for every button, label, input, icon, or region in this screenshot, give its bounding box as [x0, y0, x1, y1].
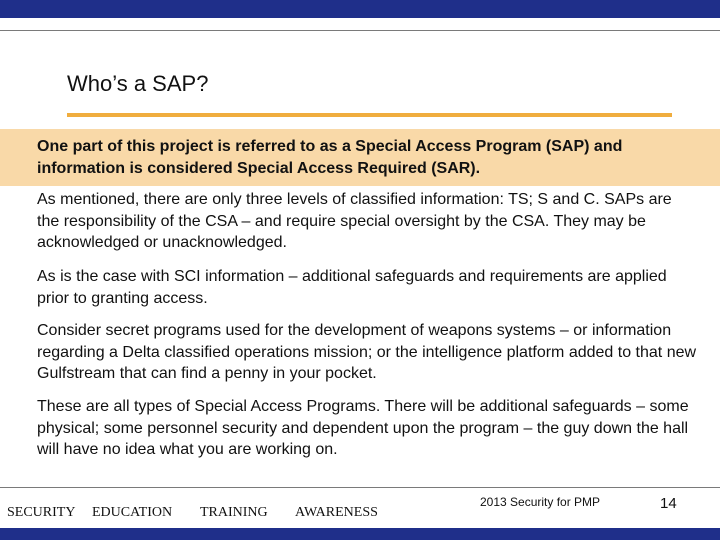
top-banner-bar — [0, 0, 720, 18]
intro-paragraph: One part of this project is referred to as a Special Access Program (SAP) and information is considered Special Access Required (SAR). — [37, 138, 623, 177]
examples-paragraph: Consider secret programs used for the development of weapons systems – or information regarding a Delta classified operations mission; or the intelligence platform added to that new Gulfstream that can find a penny in your pocket. — [37, 322, 697, 382]
footer-divider — [0, 487, 720, 488]
footer-security: SECURITY — [7, 505, 76, 520]
slide-title: Who’s a SAP? — [67, 71, 209, 96]
footer-source: 2013 Security for PMP — [480, 495, 601, 509]
footer-education: EDUCATION — [92, 505, 173, 520]
title-underline — [67, 113, 672, 117]
sci-paragraph: As is the case with SCI information – additional safeguards and requirements are applied prior to granting access. — [37, 268, 667, 307]
bottom-banner-bar — [0, 528, 720, 540]
footer-training: TRAINING — [200, 505, 268, 520]
page-number: 14 — [660, 495, 677, 512]
footer-awareness: AWARENESS — [295, 505, 378, 520]
top-divider — [0, 30, 720, 31]
levels-paragraph: As mentioned, there are only three levels of classified information: TS; S and C. SAPs are the responsibility of the CSA – and require special oversight by the CSA. They may be acknowledged or unacknowledged. — [37, 191, 672, 251]
summary-paragraph: These are all types of Special Access Programs. There will be additional safeguards – some physical; some personnel security and dependent upon the program – the guy down the hall will have no idea what you are working on. — [37, 398, 689, 458]
